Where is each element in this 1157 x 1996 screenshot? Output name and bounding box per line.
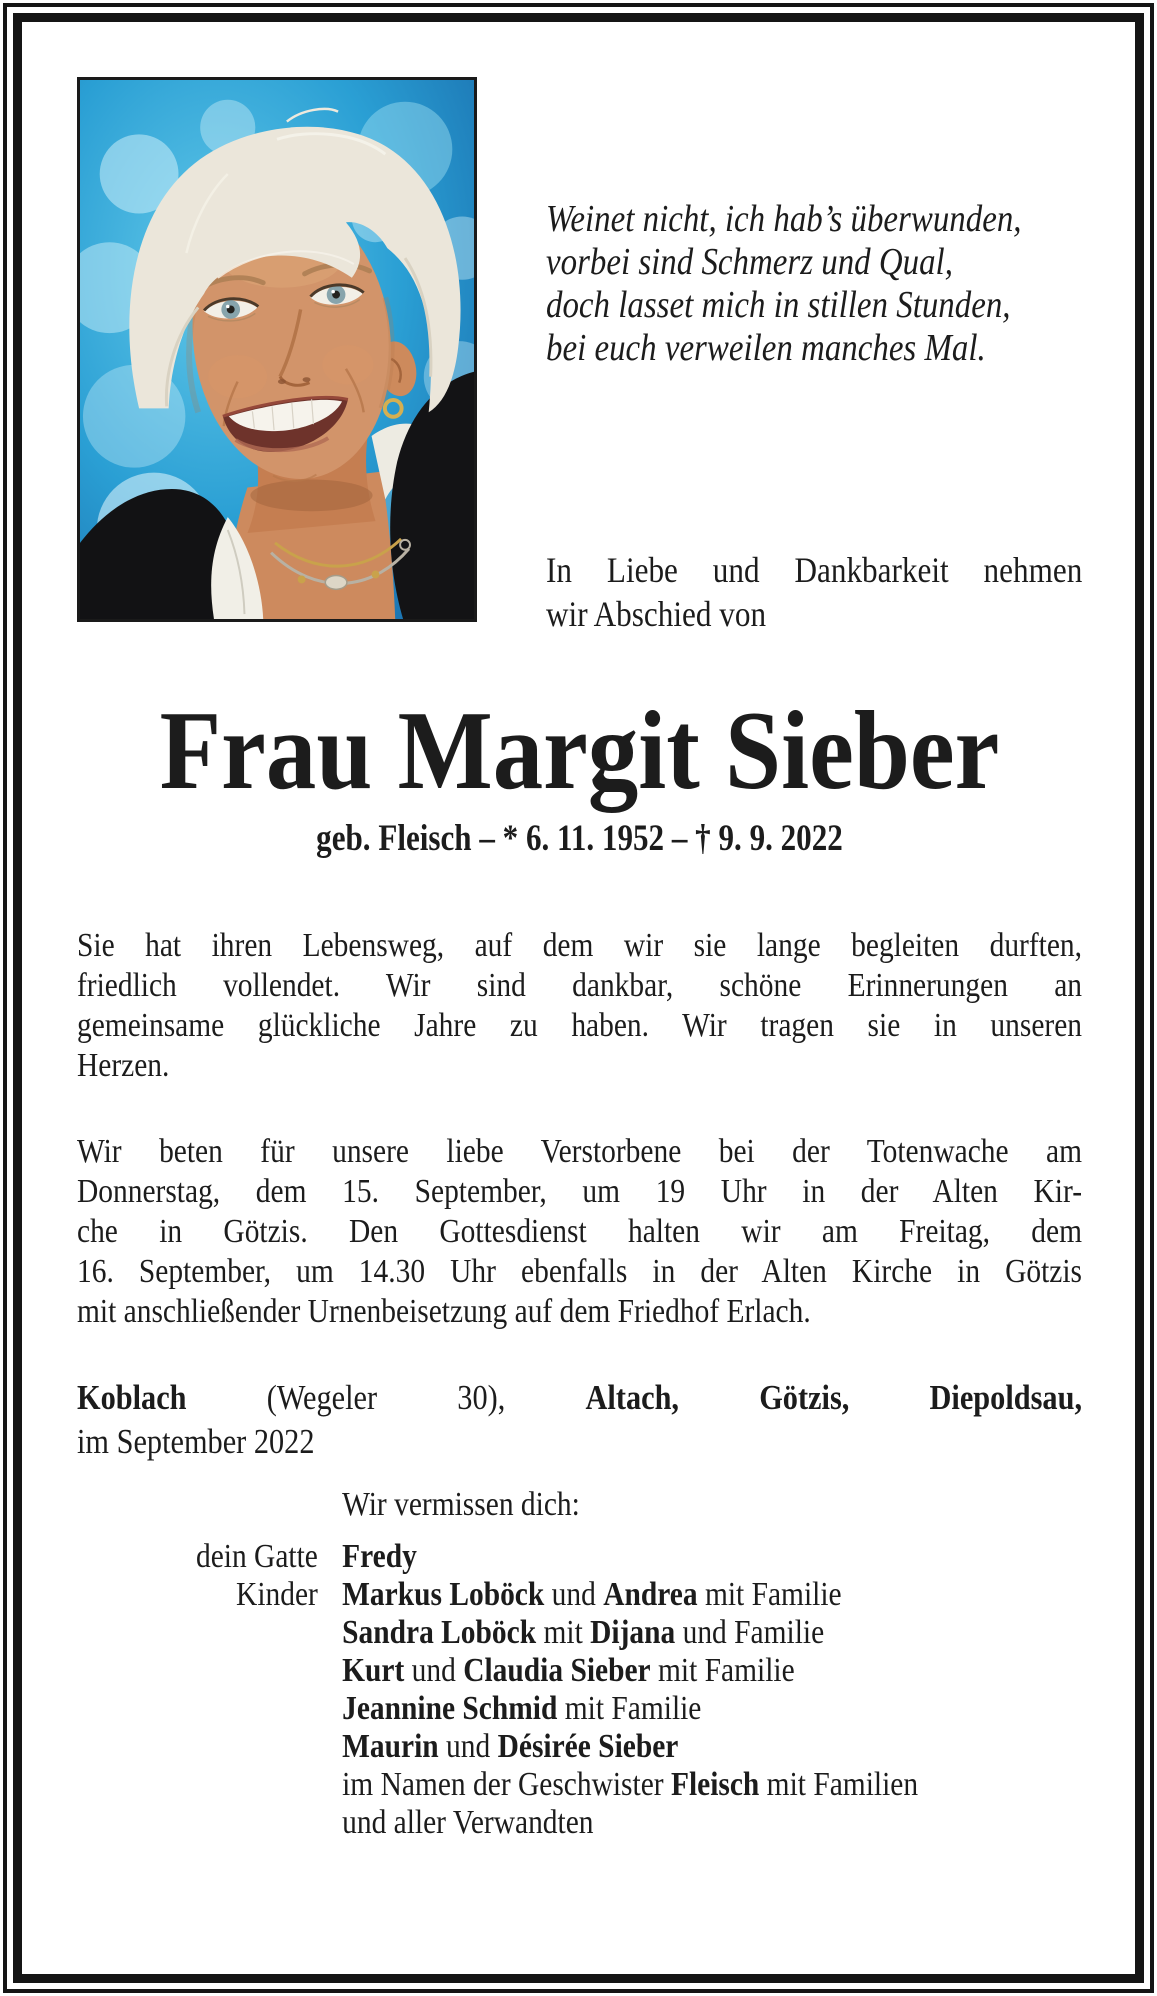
- relation-label: [77, 1766, 318, 1804]
- poem-line: vorbei sind Schmerz und Qual,: [546, 241, 953, 283]
- mourner-row: [77, 1652, 1082, 1690]
- relation-label: Kinder: [236, 1576, 318, 1613]
- poem-line: Weinet nicht, ich hab’s überwunden,: [546, 198, 1022, 240]
- paragraph-line: 16. September, um 14.30 Uhr ebenfalls in der Alten Kirche in Götzis: [77, 1253, 1083, 1290]
- relation-label: [77, 1614, 318, 1652]
- bold-text: Jeannine Schmid: [342, 1690, 558, 1727]
- intro-line: wir Abschied von: [546, 594, 767, 634]
- regular-text: mit: [543, 1614, 583, 1651]
- paragraph-line: che in Götzis. Den Gottesdienst halten wir am Freitag, dem: [77, 1213, 1083, 1250]
- regular-text: mit Familie: [658, 1652, 795, 1689]
- paragraph-line: Wir beten für unsere liebe Verstorbene bei der Totenwache am: [77, 1133, 1083, 1170]
- regular-text: und: [411, 1652, 456, 1689]
- we-miss-you-heading: Wir vermissen dich:: [342, 1486, 580, 1523]
- bold-text: Kurt: [342, 1652, 405, 1689]
- relation-label: [77, 1652, 318, 1690]
- regular-text: (Wegeler 30),: [266, 1378, 506, 1417]
- mourner-row: [77, 1538, 1082, 1576]
- paragraph-line: Sie hat ihren Lebensweg, auf dem wir sie lange begleiten durften,: [77, 927, 1083, 964]
- mourner-names: [342, 1652, 1082, 1690]
- bold-text: Dijana: [590, 1614, 676, 1651]
- portrait-photo: [77, 77, 477, 622]
- relation-label: [77, 1804, 318, 1842]
- paragraph-line: Herzen.: [77, 1047, 170, 1084]
- deceased-name: Frau Margit Sieber: [159, 689, 1000, 813]
- places-and-date: [77, 1376, 1082, 1464]
- mourner-row: [77, 1728, 1082, 1766]
- places-line: [77, 1376, 1082, 1420]
- mourner-names: [342, 1728, 1082, 1766]
- relation-label: [77, 1728, 318, 1766]
- paragraph-line: friedlich vollendet. Wir sind dankbar, schöne Erinnerungen an: [77, 967, 1083, 1004]
- regular-text: und aller Verwandten: [342, 1804, 594, 1841]
- regular-text: mit Familie: [704, 1576, 842, 1613]
- paragraph-line: gemeinsame glückliche Jahre zu haben. Wir tragen sie in unseren: [77, 1007, 1083, 1044]
- regular-text: mit Familie: [564, 1690, 702, 1727]
- mourner-row: [77, 1614, 1082, 1652]
- bold-text: Andrea: [603, 1576, 698, 1613]
- intro-line: In Liebe und Dankbarkeit nehmen: [546, 550, 1083, 590]
- mourners-list: [77, 1538, 1082, 1842]
- mourner-names: [342, 1690, 1082, 1728]
- bold-text: Sandra Loböck: [342, 1614, 537, 1651]
- mourner-names: [342, 1614, 1082, 1652]
- month-year-line: im September 2022: [77, 1422, 315, 1461]
- mourner-names: [342, 1538, 1082, 1576]
- portrait-illustration: [80, 80, 474, 619]
- farewell-intro: [546, 548, 1082, 636]
- bold-text: Markus Loböck: [342, 1576, 545, 1613]
- mourner-row: [77, 1804, 1082, 1842]
- paragraph-line: Donnerstag, dem 15. September, um 19 Uhr in der Alten Kir-: [77, 1173, 1083, 1210]
- birth-death-dates: geb. Fleisch – * 6. 11. 1952 – † 9. 9. 2022: [316, 818, 843, 859]
- mourner-row: [77, 1690, 1082, 1728]
- mourner-names: [342, 1576, 1082, 1614]
- mourner-names: [342, 1766, 1082, 1804]
- bold-text: Fleisch: [670, 1766, 760, 1803]
- poem-line: doch lasset mich in stillen Stunden,: [546, 284, 1011, 326]
- regular-text: und: [446, 1728, 491, 1765]
- relation-label: [77, 1690, 318, 1728]
- obituary-paragraph-2: [77, 1132, 1082, 1332]
- regular-text: mit Familien: [766, 1766, 919, 1803]
- paragraph-line: mit anschließender Urnenbeisetzung auf dem Friedhof Erlach.: [77, 1293, 811, 1330]
- bold-text: Altach, Götzis, Diepoldsau,: [585, 1378, 1083, 1417]
- regular-text: und: [551, 1576, 596, 1613]
- bold-text: Désirée Sieber: [497, 1728, 679, 1765]
- bold-text: Fredy: [342, 1538, 417, 1575]
- regular-text: und Familie: [682, 1614, 825, 1651]
- poem-line: bei euch verweilen manches Mal.: [546, 327, 986, 369]
- relation-label: dein Gatte: [195, 1538, 318, 1575]
- bold-text: Koblach: [77, 1378, 187, 1417]
- regular-text: im Namen der Geschwister: [342, 1766, 664, 1803]
- mourner-row: [77, 1766, 1082, 1804]
- mourners-section: [77, 1486, 1082, 1842]
- mourner-row: [77, 1576, 1082, 1614]
- bold-text: Maurin: [342, 1728, 439, 1765]
- memorial-poem: [546, 198, 1022, 370]
- bold-text: Claudia Sieber: [463, 1652, 651, 1689]
- mourner-names: [342, 1804, 1082, 1842]
- obituary-paragraph-1: [77, 926, 1082, 1086]
